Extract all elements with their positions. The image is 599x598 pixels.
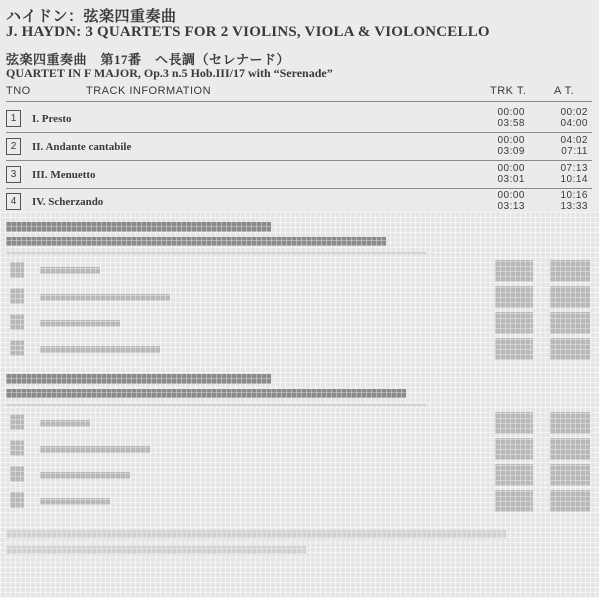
- track-title: IV. Scherzando: [32, 196, 104, 208]
- redacted-block: [495, 438, 533, 460]
- track-time-start: 00:00: [497, 190, 525, 201]
- track-row: [6, 162, 592, 188]
- redacted-block: [6, 546, 306, 554]
- absolute-time-start: 04:02: [560, 135, 588, 146]
- absolute-time: [552, 191, 588, 213]
- redacted-block: [550, 286, 590, 308]
- track-time: [491, 108, 525, 130]
- track-number: 3: [6, 166, 21, 183]
- absolute-time: [552, 164, 588, 186]
- absolute-time-end: 07:11: [561, 146, 588, 157]
- track-time: [491, 191, 525, 213]
- redacted-block: [495, 338, 533, 360]
- redacted-block: [550, 464, 590, 486]
- redacted-block: [40, 472, 130, 479]
- track-title: II. Andante cantabile: [32, 141, 132, 153]
- track-time-start: 00:00: [497, 107, 525, 118]
- redacted-block: [40, 346, 160, 353]
- absolute-time: [552, 136, 588, 158]
- redacted-block: [550, 412, 590, 434]
- row-divider: [6, 132, 592, 133]
- column-header-track-info: TRACK INFORMATION: [86, 85, 212, 97]
- track-number: 2: [6, 138, 21, 155]
- track-number: 1: [6, 110, 21, 127]
- quartet-title-english: QUARTET IN F MAJOR, Op.3 n.5 Hob.III/17 with “Serenade”: [6, 66, 333, 80]
- track-title: III. Menuetto: [32, 169, 96, 181]
- column-header-absolute-time: A T.: [554, 85, 575, 97]
- redacted-block: [10, 314, 24, 330]
- redacted-block: [10, 440, 24, 456]
- track-row: [6, 106, 592, 132]
- absolute-time: [552, 108, 588, 130]
- absolute-time-start: 10:16: [560, 190, 588, 201]
- column-header-track-time: TRK T.: [490, 85, 527, 97]
- track-time: [491, 164, 525, 186]
- absolute-time-start: 07:13: [560, 163, 588, 174]
- track-time-start: 00:00: [497, 163, 525, 174]
- absolute-time-end: 04:00: [560, 118, 588, 129]
- track-time-length: 03:58: [497, 118, 525, 129]
- redacted-block: [550, 338, 590, 360]
- column-header-tno: TNO: [6, 85, 31, 97]
- absolute-time-end: 10:14: [560, 174, 588, 185]
- track-time-length: 03:01: [497, 174, 525, 185]
- redacted-block: [6, 530, 506, 538]
- redacted-block: [10, 288, 24, 304]
- quartet-title-japanese: 弦楽四重奏曲 第17番 ヘ長調（セレナード）: [6, 52, 291, 67]
- track-time-length: 03:09: [497, 146, 525, 157]
- redacted-block: [40, 320, 120, 327]
- track-row: [6, 134, 592, 160]
- redacted-block: [6, 252, 426, 255]
- track-time: [491, 136, 525, 158]
- redacted-block: [495, 260, 533, 282]
- redacted-block: [495, 286, 533, 308]
- track-time-start: 00:00: [497, 135, 525, 146]
- redacted-block: [10, 492, 24, 508]
- absolute-time-start: 00:02: [560, 107, 588, 118]
- redacted-block: [6, 222, 271, 232]
- redacted-block: [40, 294, 170, 301]
- album-title-english: J. HAYDN: 3 QUARTETS FOR 2 VIOLINS, VIOLA & VIOLONCELLO: [6, 24, 490, 40]
- redacted-block: [495, 412, 533, 434]
- redacted-block: [495, 464, 533, 486]
- redacted-block: [6, 237, 386, 246]
- track-time-length: 03:13: [497, 201, 525, 212]
- album-title-japanese: ハイドン：弦楽四重奏曲: [6, 9, 177, 25]
- redacted-block: [550, 260, 590, 282]
- redacted-block: [10, 340, 24, 356]
- redacted-block: [40, 420, 90, 427]
- redacted-block: [550, 490, 590, 512]
- column-header: [6, 85, 594, 101]
- track-title: I. Presto: [32, 113, 72, 125]
- pixelated-region: [0, 212, 599, 598]
- redacted-block: [550, 438, 590, 460]
- redacted-block: [6, 374, 271, 384]
- header-divider: [6, 101, 592, 102]
- redacted-block: [495, 312, 533, 334]
- redacted-block: [495, 490, 533, 512]
- redacted-block: [550, 312, 590, 334]
- redacted-block: [10, 414, 24, 430]
- redacted-block: [6, 389, 406, 398]
- redacted-block: [10, 262, 24, 278]
- redacted-block: [40, 446, 150, 453]
- track-number: 4: [6, 193, 21, 210]
- redacted-block: [40, 267, 100, 274]
- redacted-block: [40, 498, 110, 505]
- redacted-block: [10, 466, 24, 482]
- row-divider: [6, 160, 592, 161]
- redacted-block: [6, 404, 426, 407]
- absolute-time-end: 13:33: [560, 201, 588, 212]
